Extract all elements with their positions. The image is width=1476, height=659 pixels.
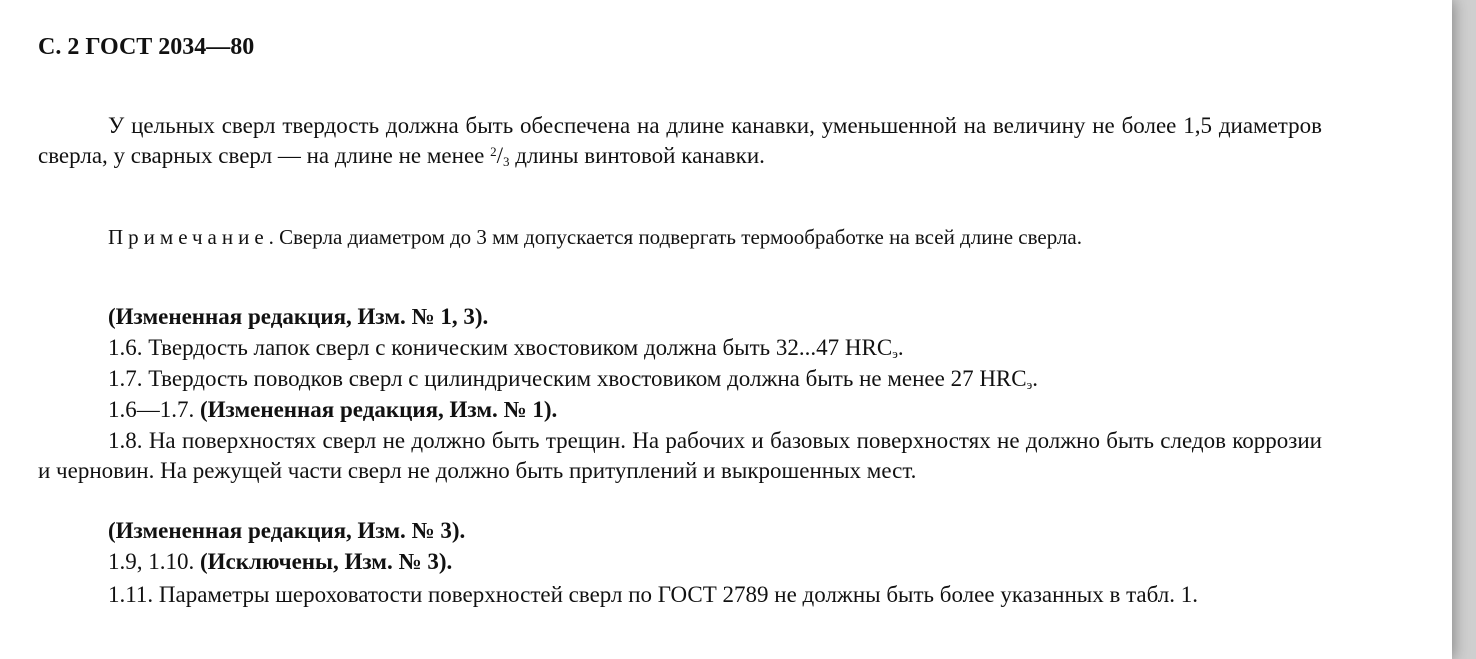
revision-note-3: (Измененная редакция, Изм. № 3). — [108, 518, 466, 543]
note-paragraph — [38, 223, 1322, 252]
item-1-6-end: . — [897, 335, 904, 360]
fraction-denominator: 3 — [503, 154, 510, 169]
item-1-6-1-7-revision: (Измененная редакция, Изм. № 1). — [200, 397, 558, 422]
item-1-6-text: 1.6. Твердость лапок сверл с коническим хвостовиком должна быть 32...47 HRC — [108, 335, 893, 360]
item-1-9-1-10-number: 1.9, 1.10. — [108, 549, 200, 574]
revision-note-1-3: (Измененная редакция, Изм. № 1, 3). — [108, 304, 489, 329]
item-1-7-subscript: э — [1026, 377, 1033, 392]
item-1-7-end: . — [1032, 366, 1038, 391]
item-1-7 — [108, 364, 1038, 394]
note-text: Сверла диаметром до 3 мм допускается подвергать термообработке на всей длине сверла. — [273, 225, 1082, 249]
item-1-6-subscript: э — [892, 346, 898, 361]
note-label: Примечание — [108, 225, 269, 249]
page-header: С. 2 ГОСТ 2034—80 — [38, 34, 255, 60]
item-1-6-1-7 — [108, 395, 557, 425]
paragraph-text: У цельных сверл твердость должна быть обеспечена на длине канавки, уменьшенной на величину не более 1,5 диаметров сверла, у сварных сверл — на длине не менее — [38, 113, 1322, 168]
fraction-slash: / — [496, 143, 503, 168]
item-1-7-text: 1.7. Твердость поводков сверл с цилиндрическим хвостовиком должна быть не менее 27 HRC — [108, 366, 1027, 391]
fraction-numerator: 2 — [490, 144, 497, 159]
item-1-8: 1.8. На поверхностях сверл не должно быть трещин. На рабочих и базовых поверхностях не должно быть следов коррозии и черновин. На режущей части сверл не должно быть притуплений и выкрошенных мест. — [38, 428, 1322, 483]
item-1-9-1-10 — [108, 547, 452, 577]
item-1-9-1-10-revision: (Исключены, Изм. № 3). — [200, 549, 453, 574]
paragraph-hardness-length — [38, 111, 1322, 171]
item-1-6 — [108, 333, 904, 363]
item-1-11: 1.11. Параметры шероховатости поверхностей сверл по ГОСТ 2789 не должны быть более указанных в табл. 1. — [108, 582, 1198, 607]
paragraph-text-end: длины винтовой канавки. — [509, 143, 765, 168]
item-1-6-1-7-number: 1.6—1.7. — [108, 397, 200, 422]
note-dot: . — [268, 225, 274, 249]
